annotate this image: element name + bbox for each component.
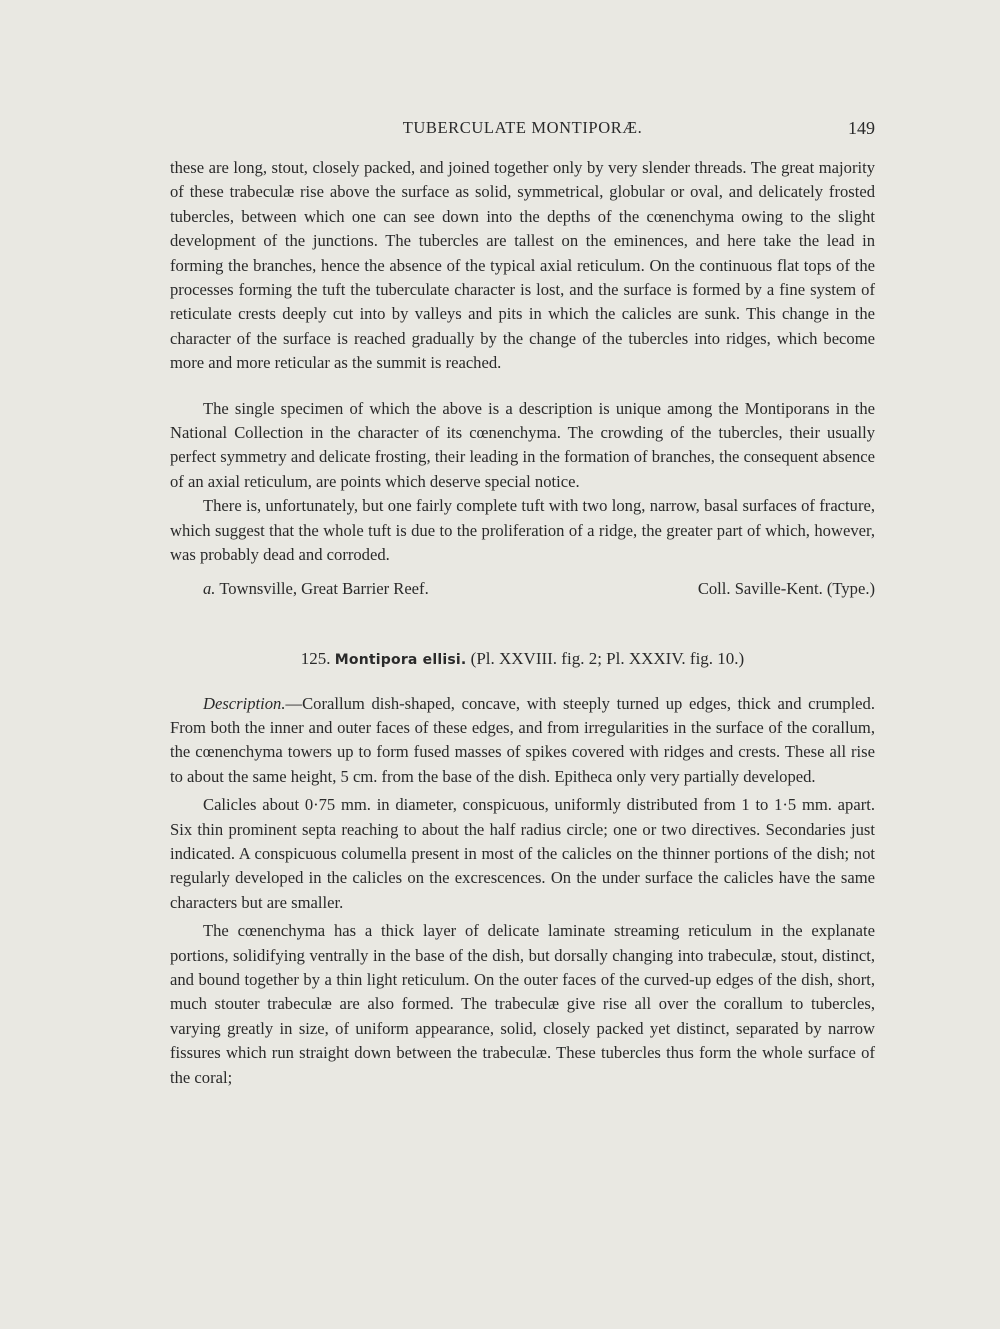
paragraph-tuft: There is, unfortunately, but one fairly complete tuft with two long, narrow, basal surfaces of fracture, which suggest that the whole tuft is due to the proliferation of a ridge, the greater part of which, however, was probably dead and corroded. xyxy=(170,496,875,565)
specimen-locality-group xyxy=(203,577,429,601)
body-text xyxy=(170,156,875,1090)
description-paragraph xyxy=(170,692,875,790)
paragraph-continuation: these are long, stout, closely packed, and joined together only by very slender threads. The great majority of these trabeculæ rise above the surface as solid, symmetrical, globular or oval, and delicately frosted tubercles, between which one can see down into the depths of the cœnenchyma owing to the slight development of the junctions. The tubercles are tallest on the eminences, and here take the lead in forming the branches, hence the absence of the typical axial reticulum. On the continuous flat tops of the processes forming the tuft the tuberculate character is lost, and the surface is formed by a fine system of reticulate crests deeply cut into by valleys and pits in which the calicles are sunk. This change in the character of the surface is reached gradually by the change of the tubercles into ridges, which become more and more reticular as the summit is reached. xyxy=(170,158,875,373)
specimen-entry xyxy=(170,577,875,601)
paragraph-remarks: The single specimen of which the above is a description is unique among the Montiporans in the National Collection in the character of its cœnenchyma. The crowding of the tubercles, their usually perfect symmetry and delicate frosting, their leading in the formation of branches, the consequent absence of an axial reticulum, are points which deserve special notice. xyxy=(170,398,875,491)
running-head xyxy=(170,118,875,142)
specimen-label: a. xyxy=(203,578,216,598)
description-text: —Corallum dish-shaped, concave, with steeply turned up edges, thick and crumpled. From both the inner and outer faces of these edges, and from irregularities in the surface of the corallum, the cœnenchyma towers up to form fused masses of spikes covered with ridges and crests. These all rise to about the same height, 5 cm. from the base of the dish. Epitheca only very partially developed. xyxy=(170,693,875,786)
species-number: 125. xyxy=(300,648,331,668)
coenenchyma-paragraph: The cœnenchyma has a thick layer of delicate laminate streaming reticulum in the explanate portions, solidifying ventrally in the base of the dish, but dorsally changing into trabeculæ, stout, distinct, and bound together by a thin light reticulum. On the outer faces of the curved-up edges of the dish, short, much stouter trabeculæ are also formed. The trabeculæ give rise all over the corallum to tubercles, varying greatly in size, of uniform appearance, solid, closely packed yet distinct, separated by narrow fissures which run straight down between the trabeculæ. These tubercles thus form the whole surface of the coral; xyxy=(170,921,875,1087)
species-heading xyxy=(170,647,875,672)
description-run-in: Description. xyxy=(203,693,286,713)
specimen-collection: Coll. Saville-Kent. (Type.) xyxy=(697,578,875,598)
page-number: 149 xyxy=(848,118,875,138)
species-plates: (Pl. XXVIII. fig. 2; Pl. XXXIV. fig. 10.) xyxy=(470,648,745,668)
calicles-paragraph: Calicles about 0·75 mm. in diameter, conspicuous, uniformly distributed from 1 to 1·5 mm. apart. Six thin prominent septa reaching to about the half radius circle; one or two directives. Secondaries just indicated. A conspicuous columella present in most of the calicles on the thinner portions of the dish; not regularly developed in the calicles on the excrescences. On the under surface the calicles have the same characters but are smaller. xyxy=(170,795,875,912)
running-title: TUBERCULATE MONTIPORÆ. xyxy=(402,118,643,137)
species-name: Montipora ellisi. xyxy=(334,651,467,668)
specimen-locality: Townsville, Great Barrier Reef. xyxy=(219,578,429,598)
